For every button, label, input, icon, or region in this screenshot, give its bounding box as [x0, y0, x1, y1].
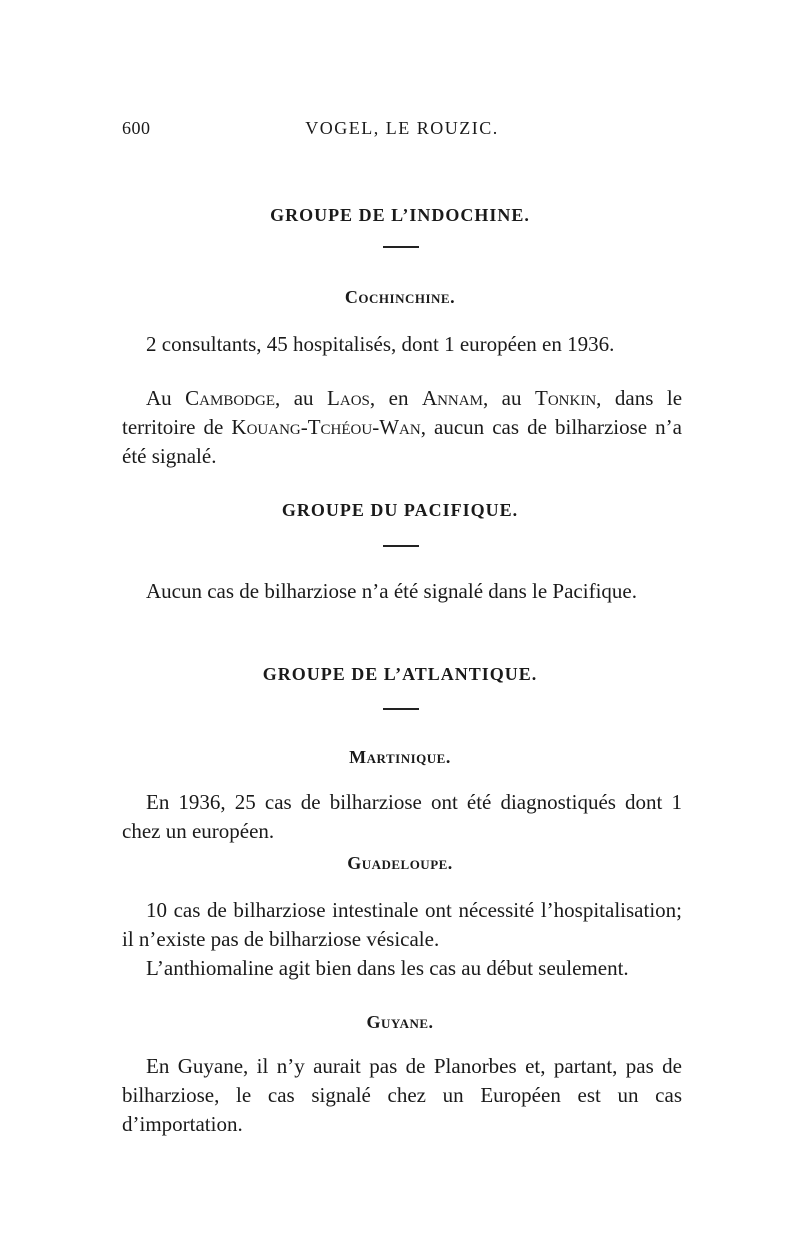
paragraph-pacifique: Aucun cas de bilharziose n’a été signalé dans le Pacifique. — [146, 579, 637, 603]
place-tonkin: Tonkin — [535, 386, 597, 410]
divider-rule — [383, 708, 419, 710]
paragraph-martinique: En 1936, 25 cas de bilharziose ont été diagnostiqués dont 1 chez un européen. — [122, 790, 682, 843]
place-kouang-tcheou-wan: Kouang-Tchéou-Wan — [231, 415, 421, 439]
divider-rule — [383, 545, 419, 547]
page-number: 600 — [122, 118, 151, 138]
divider-rule — [383, 246, 419, 248]
subheading-martinique: Martinique. — [349, 747, 451, 767]
subheading-guyane: Guyane. — [366, 1012, 434, 1032]
paragraph-guadeloupe: 10 cas de bilharziose intestinale ont nécessité l’hospitalisation; il n’existe pas de bilharziose vésicale. L’anthiomaline agit bien dans les cas au début seulement. — [122, 898, 682, 980]
paragraph-guyane: En Guyane, il n’y aurait pas de Planorbes et, partant, pas de bilharziose, le cas signalé chez un Européen est un cas d’importation. — [122, 1054, 682, 1136]
paragraph-indochine-others: Au Cambodge, au Laos, en Annam, au Tonkin, dans le territoire de Kouang-Tchéou-Wan, aucun cas de bilharziose n’a été signalé. — [122, 386, 683, 468]
heading-atlantique: GROUPE DE L’ATLANTIQUE. — [262, 664, 538, 684]
heading-indochine: GROUPE DE L’INDOCHINE. — [270, 205, 530, 225]
paragraph-cochinchine: 2 consultants, 45 hospitalisés, dont 1 européen en 1936. — [146, 332, 615, 356]
subheading-guadeloupe: Guadeloupe. — [347, 853, 453, 873]
page-header — [122, 118, 682, 148]
subheading-cochinchine: Cochinchine. — [344, 287, 456, 307]
heading-pacifique: GROUPE DU PACIFIQUE. — [281, 500, 519, 520]
place-annam: Annam — [421, 386, 483, 410]
running-head: VOGEL, LE ROUZIC. — [305, 118, 499, 138]
place-laos: Laos — [327, 386, 370, 410]
place-cambodge: Cambodge — [185, 386, 275, 410]
